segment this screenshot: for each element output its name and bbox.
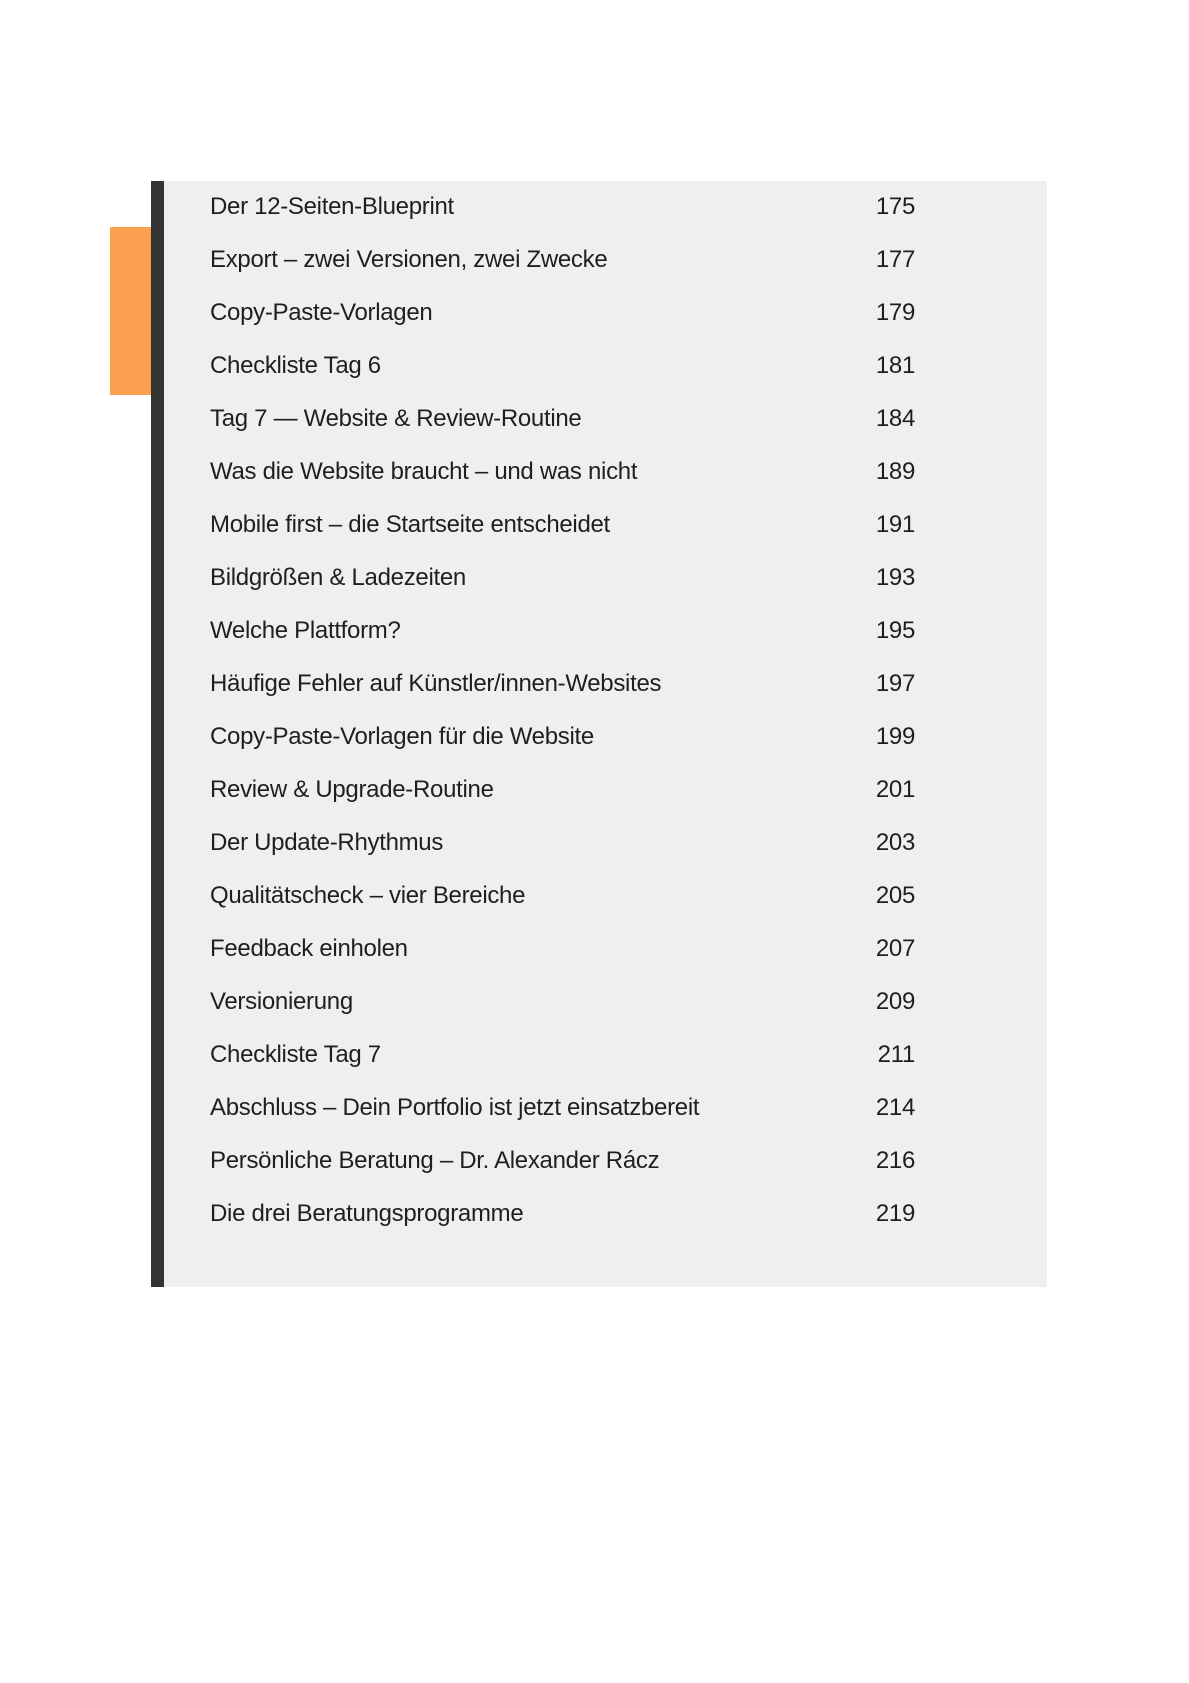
toc-entry[interactable] (210, 1081, 915, 1134)
toc-entry[interactable] (210, 975, 915, 1028)
toc-entry-title: Abschluss – Dein Portfolio ist jetzt einsatzbereit (210, 1094, 700, 1121)
toc-left-rule (151, 181, 164, 1287)
toc-entry-title: Export – zwei Versionen, zwei Zwecke (210, 246, 608, 273)
toc-entry-page-number: 193 (875, 564, 915, 591)
toc-entry-title: Der Update-Rhythmus (210, 829, 444, 856)
table-of-contents (210, 180, 915, 1240)
toc-entry-page-number: 199 (875, 723, 915, 750)
toc-entry-title: Feedback einholen (210, 935, 408, 962)
toc-entry-title: Häufige Fehler auf Künstler/innen-Websites (210, 670, 662, 697)
toc-entry-title: Copy-Paste-Vorlagen für die Website (210, 723, 594, 750)
toc-entry[interactable] (210, 816, 915, 869)
toc-entry-title: Bildgrößen & Ladezeiten (210, 564, 466, 591)
toc-entry[interactable] (210, 180, 915, 233)
toc-entry-title: Mobile first – die Startseite entscheidet (210, 511, 610, 538)
toc-entry[interactable] (210, 710, 915, 763)
toc-entry-page-number: 197 (875, 670, 915, 697)
chapter-accent-tab (110, 227, 152, 395)
toc-entry-title: Was die Website braucht – und was nicht (210, 458, 638, 485)
toc-entry[interactable] (210, 763, 915, 816)
toc-entry[interactable] (210, 869, 915, 922)
toc-entry[interactable] (210, 339, 915, 392)
toc-entry[interactable] (210, 1187, 915, 1240)
toc-entry-title: Versionierung (210, 988, 353, 1015)
toc-entry[interactable] (210, 604, 915, 657)
toc-entry-title: Der 12-Seiten-Blueprint (210, 193, 454, 220)
toc-entry[interactable] (210, 392, 915, 445)
toc-entry-title: Qualitätscheck – vier Bereiche (210, 882, 526, 909)
toc-entry-page-number: 175 (875, 193, 915, 220)
toc-entry-page-number: 219 (875, 1200, 915, 1227)
toc-entry[interactable] (210, 922, 915, 975)
toc-entry-page-number: 214 (875, 1094, 915, 1121)
toc-entry-page-number: 191 (875, 511, 915, 538)
toc-entry-page-number: 181 (875, 352, 915, 379)
toc-entry[interactable] (210, 445, 915, 498)
toc-entry[interactable] (210, 1028, 915, 1081)
toc-entry-title: Review & Upgrade-Routine (210, 776, 494, 803)
toc-entry-page-number: 203 (875, 829, 915, 856)
toc-entry-page-number: 184 (875, 405, 915, 432)
toc-entry-page-number: 189 (875, 458, 915, 485)
toc-entry-page-number: 201 (875, 776, 915, 803)
toc-entry-page-number: 207 (875, 935, 915, 962)
toc-entry-title: Tag 7 — Website & Review-Routine (210, 405, 582, 432)
toc-entry-page-number: 211 (877, 1041, 915, 1068)
toc-entry-title: Persönliche Beratung – Dr. Alexander Rácz (210, 1147, 660, 1174)
toc-entry-page-number: 216 (875, 1147, 915, 1174)
toc-entry-page-number: 177 (875, 246, 915, 273)
toc-entry[interactable] (210, 286, 915, 339)
toc-entry-page-number: 179 (875, 299, 915, 326)
toc-entry-title: Checkliste Tag 6 (210, 352, 381, 379)
toc-entry-title: Checkliste Tag 7 (210, 1041, 381, 1068)
toc-entry-page-number: 205 (875, 882, 915, 909)
toc-entry[interactable] (210, 233, 915, 286)
toc-entry-title: Copy-Paste-Vorlagen (210, 299, 433, 326)
toc-entry[interactable] (210, 551, 915, 604)
toc-entry-page-number: 209 (875, 988, 915, 1015)
toc-entry-title: Welche Plattform? (210, 617, 401, 644)
toc-entry[interactable] (210, 498, 915, 551)
toc-entry[interactable] (210, 1134, 915, 1187)
toc-entry[interactable] (210, 657, 915, 710)
toc-entry-page-number: 195 (875, 617, 915, 644)
toc-entry-title: Die drei Beratungsprogramme (210, 1200, 524, 1227)
